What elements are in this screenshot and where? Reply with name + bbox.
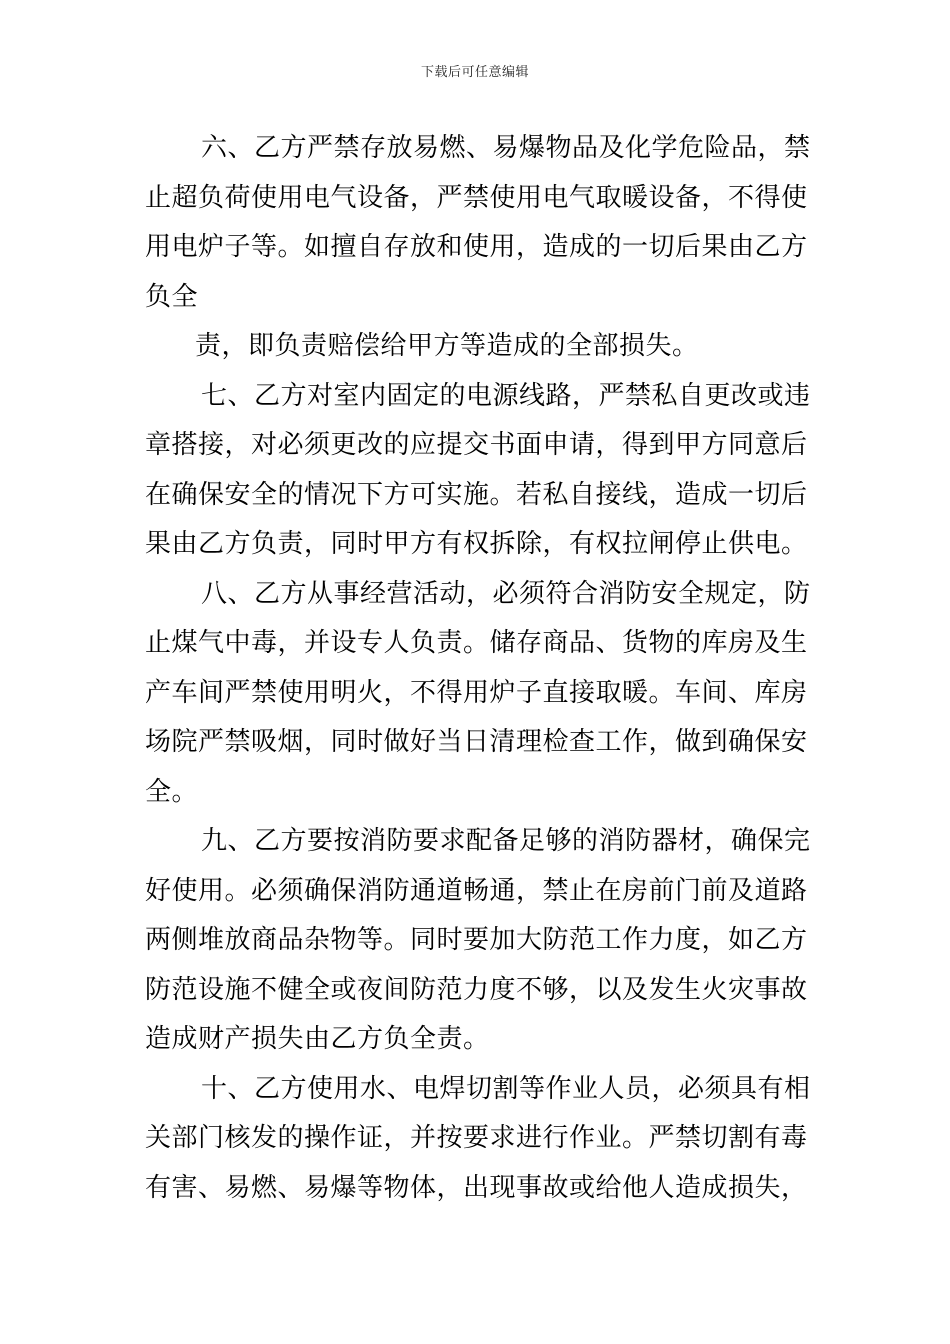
page-header: 下载后可任意编辑 [420, 65, 529, 80]
text-line: 章搭接，对必须更改的应提交书面申请，得到甲方同意后 [145, 430, 808, 460]
paragraph-6 [145, 124, 810, 322]
document-body [145, 124, 810, 1213]
text-line: 六、乙方严禁存放易燃、易爆物品及化学危险品，禁 [201, 133, 811, 163]
text-line: 八、乙方从事经营活动，必须符合消防安全规定，防 [201, 578, 811, 609]
text-line: 用电炉子等。如擅自存放和使用，造成的一切后果由乙方 [145, 232, 808, 262]
text-line: 果由乙方负责，同时甲方有权拆除，有权拉闸停止供电。 [145, 529, 808, 559]
text-line: 产车间严禁使用明火，不得用炉子直接取暖。车间、库房 [145, 677, 808, 708]
text-line: 两侧堆放商品杂物等。同时要加大防范工作力度，如乙方 [145, 925, 808, 955]
text-line: 在确保安全的情况下方可实施。若私自接线，造成一切后 [145, 479, 808, 510]
text-line: 防范设施不健全或夜间防范力度不够，以及发生火灾事故 [145, 974, 808, 1005]
text-line: 好使用。必须确保消防通道畅通，禁止在房前门前及道路 [145, 875, 808, 906]
text-line: 七、乙方对室内固定的电源线路，严禁私自更改或违 [201, 380, 811, 411]
paragraph-6-continued [145, 322, 810, 372]
paragraph-9 [145, 817, 810, 1065]
paragraph-10 [145, 1065, 810, 1214]
text-line: 场院严禁吸烟，同时做好当日清理检查工作，做到确保安 [145, 727, 808, 757]
text-line: 全。 [145, 776, 199, 807]
text-line: 止超负荷使用电气设备，严禁使用电气取暖设备，不得使 [145, 182, 808, 213]
text-line: 责，即负责赔偿给甲方等造成的全部损失。 [195, 331, 699, 361]
text-line: 九、乙方要按消防要求配备足够的消防器材，确保完 [201, 826, 811, 856]
text-line: 止煤气中毒，并设专人负责。储存商品、货物的库房及生 [145, 628, 808, 658]
text-line: 造成财产损失由乙方负全责。 [145, 1024, 490, 1054]
paragraph-7 [145, 372, 810, 570]
paragraph-8 [145, 570, 810, 818]
text-line: 关部门核发的操作证，并按要求进行作业。严禁切割有毒 [145, 1123, 808, 1153]
text-line: 十、乙方使用水、电焊切割等作业人员，必须具有相 [201, 1073, 811, 1104]
text-line: 负全 [145, 281, 199, 312]
text-line: 有害、易燃、易爆等物体，出现事故或给他人造成损失， [145, 1172, 808, 1203]
